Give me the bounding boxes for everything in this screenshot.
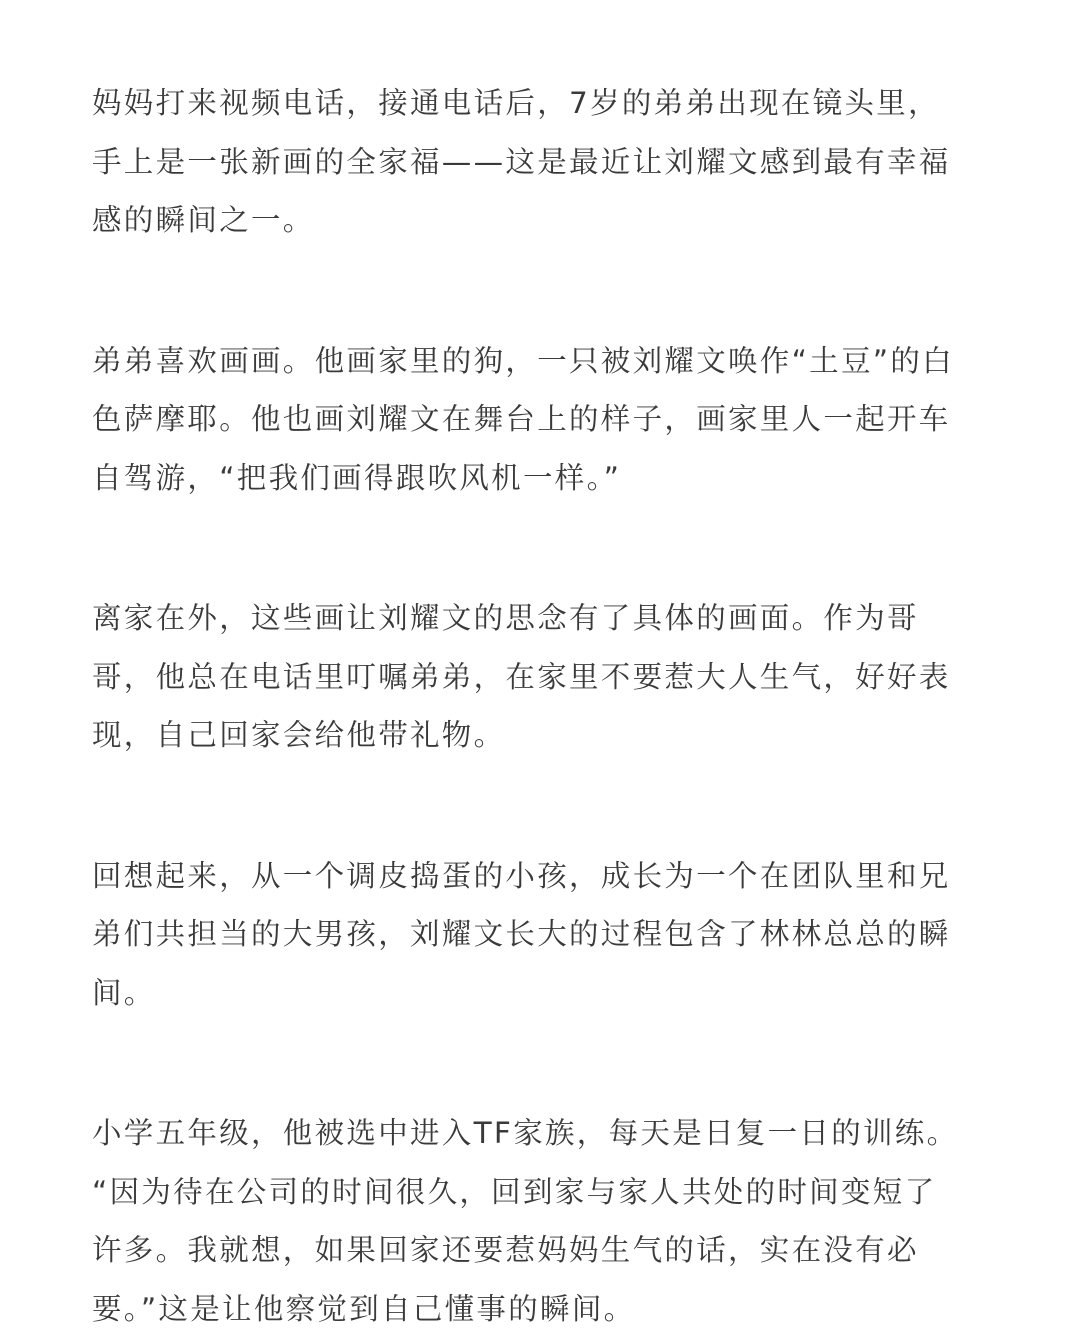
paragraph-3 — [92, 589, 995, 765]
paragraph-4 — [92, 847, 995, 1023]
text-line: 要。”这是让他察觉到自己懂事的瞬间。 — [92, 1280, 995, 1338]
text-line: 妈妈打来视频电话，接通电话后，7岁的弟弟出现在镜头里， — [92, 74, 995, 133]
text-line: 离家在外，这些画让刘耀文的思念有了具体的画面。作为哥 — [92, 589, 995, 648]
text-line: 回想起来，从一个调皮捣蛋的小孩，成长为一个在团队里和兄 — [92, 847, 995, 906]
text-line: 自驾游，“把我们画得跟吹风机一样。” — [92, 449, 995, 508]
paragraph-spacer — [92, 507, 995, 589]
text-line: “因为待在公司的时间很久，回到家与家人共处的时间变短了 — [92, 1163, 995, 1222]
text-line: 小学五年级，他被选中进入TF家族，每天是日复一日的训练。 — [92, 1104, 995, 1163]
text-line: 许多。我就想，如果回家还要惹妈妈生气的话，实在没有必 — [92, 1221, 995, 1280]
text-line: 手上是一张新画的全家福——这是最近让刘耀文感到最有幸福 — [92, 133, 995, 192]
text-line: 弟们共担当的大男孩，刘耀文长大的过程包含了林林总总的瞬 — [92, 905, 995, 964]
text-line: 现，自己回家会给他带礼物。 — [92, 706, 995, 765]
paragraph-2 — [92, 332, 995, 508]
text-line: 间。 — [92, 964, 995, 1023]
text-line: 弟弟喜欢画画。他画家里的狗，一只被刘耀文唤作“土豆”的白 — [92, 332, 995, 391]
paragraph-spacer — [92, 1022, 995, 1104]
paragraph-spacer — [92, 765, 995, 847]
text-line: 哥，他总在电话里叮嘱弟弟，在家里不要惹大人生气，好好表 — [92, 648, 995, 707]
paragraph-5 — [92, 1104, 995, 1338]
text-line: 感的瞬间之一。 — [92, 191, 995, 250]
text-line: 色萨摩耶。他也画刘耀文在舞台上的样子，画家里人一起开车 — [92, 390, 995, 449]
paragraph-spacer — [92, 250, 995, 332]
paragraph-1 — [92, 74, 995, 250]
